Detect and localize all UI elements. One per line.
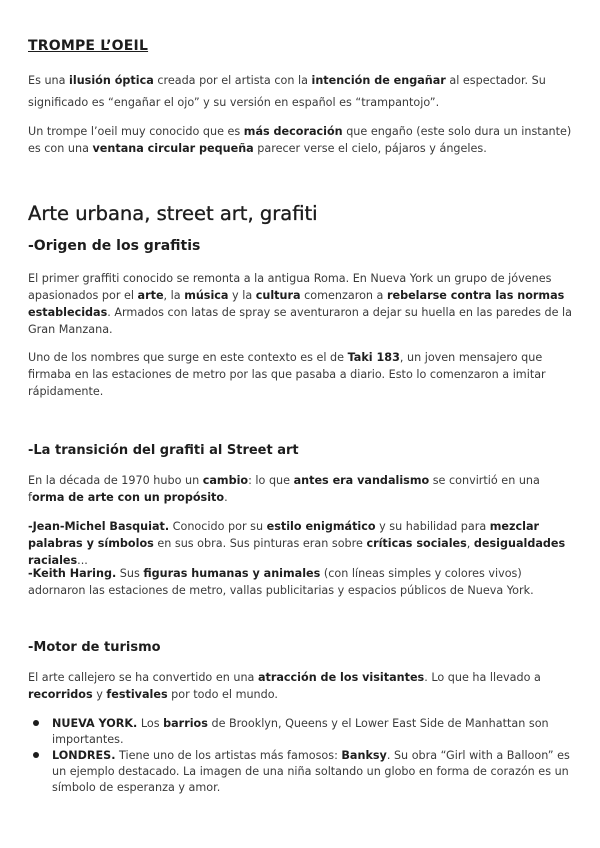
section-title-arte-urbana: Arte urbana, street art, grafiti [28, 202, 318, 225]
paragraph-trompe-definition: Es una ilusión óptica creada por el artista con la intención de engañar al espectador. Su significado es “engañar el ojo” y su versión en español es “trampantojo”. [28, 74, 546, 109]
paragraph-haring: -Keith Haring. Sus figuras humanas y animales (con líneas simples y colores vivos) adornaron las estaciones de metro, vallas publicitarias y espacios públicos de Nueva York. [28, 567, 534, 597]
bullet-list-cities [28, 716, 572, 796]
heading-origen: -Origen de los grafitis [28, 238, 201, 254]
paragraph-trompe-example: Un trompe l’oeil muy conocido que es más decoración que engaño (este solo dura un instante) es con una ventana circular pequeña parecer verse el cielo, pájaros y ángeles. [28, 125, 572, 155]
paragraph-transicion-1: En la década de 1970 hubo un cambio: lo que antes era vandalismo se convirtió en una forma de arte con un propósito. [28, 474, 540, 504]
bullet-icon [33, 720, 39, 726]
paragraph-origen-1: El primer graffiti conocido se remonta a la antigua Roma. En Nueva York un grupo de jóvenes apasionados por el arte, la música y la cultura comenzaron a rebelarse contra las normas establecidas. Armados con latas de spray se aventuraron a dejar su huella en las paredes de la Gran Manzana. [28, 272, 572, 336]
section-title-trompe: TROMPE L’OEIL [28, 38, 149, 54]
heading-motor-turismo: -Motor de turismo [28, 640, 161, 655]
paragraph-origen-2: Uno de los nombres que surge en este contexto es el de Taki 183, un joven mensajero que firmaba en las estaciones de metro por las que pasaba a diario. Esto lo comenzaron a imitar rápidamente. [28, 351, 546, 398]
paragraph-motor-turismo: El arte callejero se ha convertido en una atracción de los visitantes. Lo que ha llevado a recorridos y festivales por todo el mundo. [28, 671, 541, 701]
paragraph-basquiat: -Jean-Michel Basquiat. Conocido por su estilo enigmático y su habilidad para mezclar palabras y símbolos en sus obra. Sus pinturas eran sobre críticas sociales, desigualdades raciales... [28, 520, 566, 567]
heading-transicion: -La transición del grafiti al Street art [28, 443, 299, 458]
bullet-icon [33, 752, 39, 758]
list-item: NUEVA YORK. Los barrios de Brooklyn, Queens y el Lower East Side de Manhattan son importantes. [28, 716, 572, 748]
list-item: LONDRES. Tiene uno de los artistas más famosos: Banksy. Su obra “Girl with a Balloon” es un ejemplo destacado. La imagen de una niña soltando un globo en forma de corazón es un símbolo de esperanza y amor. [28, 748, 572, 796]
